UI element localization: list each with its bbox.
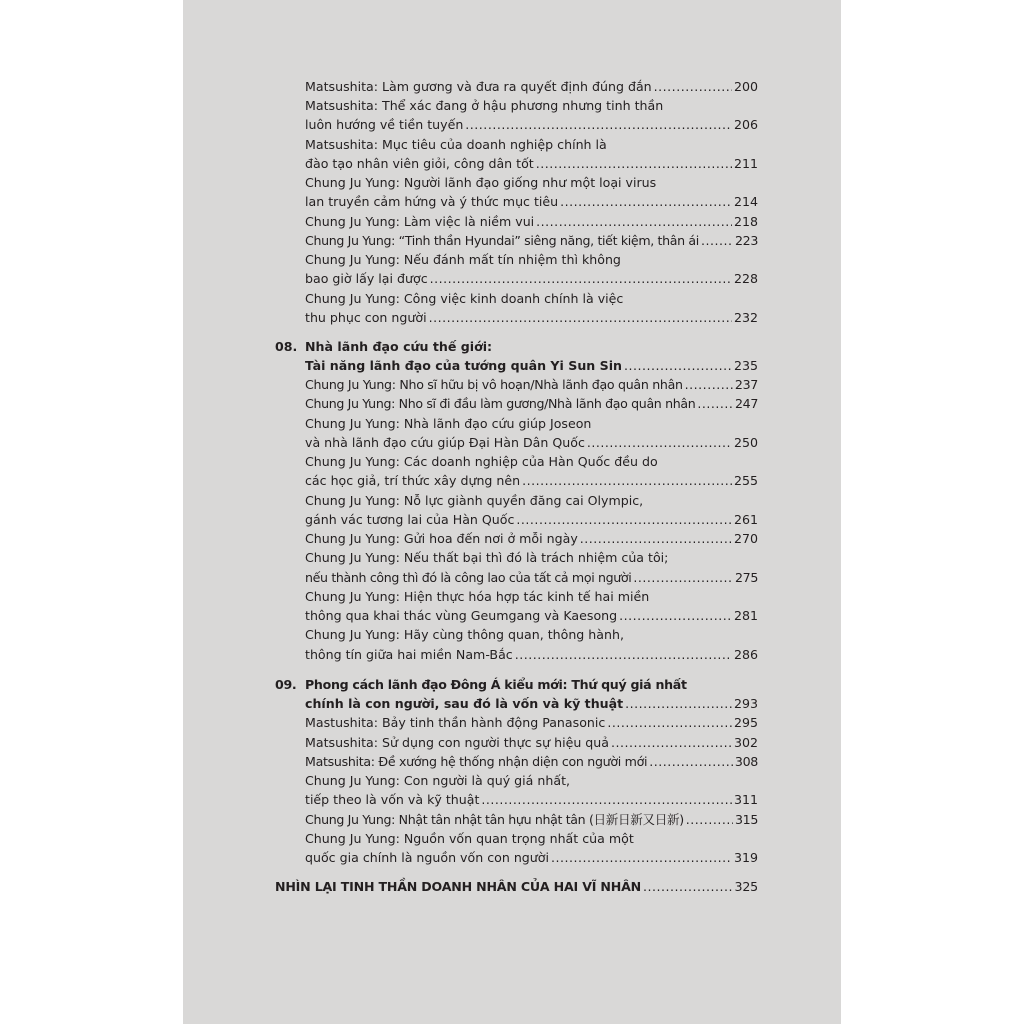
toc-entry <box>305 356 758 375</box>
toc-entry-page: 281 <box>733 608 758 623</box>
toc-entry <box>305 810 758 829</box>
toc-entry-page: 261 <box>733 512 758 527</box>
toc-entry-title: nếu thành công thì đó là công lao của tất cả mọi người <box>305 570 632 585</box>
toc-entry-page: 232 <box>733 310 758 325</box>
toc-entry-page: 275 <box>735 570 758 585</box>
toc-entry <box>305 471 758 490</box>
toc-entry-page: 250 <box>733 435 758 450</box>
section-heading-line2: Tài năng lãnh đạo của tướng quân Yi Sun Sin <box>305 358 622 373</box>
toc-entry <box>305 694 758 713</box>
toc-entry-page: 270 <box>733 531 758 546</box>
toc-entry-first-line: Chung Ju Yung: Người lãnh đạo giống như một loại virus <box>305 175 657 190</box>
section-heading <box>275 337 758 356</box>
toc-entry-page: 247 <box>735 396 758 411</box>
toc-entry-title: luôn hướng về tiền tuyến <box>305 117 464 132</box>
toc-entry-page: 214 <box>733 194 758 209</box>
toc-entry-title: lan truyền cảm hứng và ý thức mục tiêu <box>305 194 559 209</box>
toc-entry-first-line: Chung Ju Yung: Nếu thất bại thì đó là trách nhiệm của tôi; <box>305 550 669 565</box>
toc-entry-title: thông tín giữa hai miền Nam-Bắc <box>305 647 513 662</box>
toc-entry <box>305 606 758 625</box>
toc-entry-title: tiếp theo là vốn và kỹ thuật <box>305 792 480 807</box>
toc-entry <box>305 568 758 587</box>
toc-entry <box>305 733 758 752</box>
toc-entry-page: 311 <box>733 792 758 807</box>
section-heading-line1: Nhà lãnh đạo cứu thế giới: <box>305 339 493 354</box>
toc-entry-first-line: Chung Ju Yung: Các doanh nghiệp của Hàn Quốc đều do <box>305 454 658 469</box>
toc-entry <box>305 529 758 548</box>
toc-entry <box>305 510 758 529</box>
toc-entry-title: Chung Ju Yung: Nho sĩ đi đầu làm gương/Nhà lãnh đạo quân nhân <box>305 396 696 411</box>
toc-entry-page: 235 <box>733 358 758 373</box>
toc-entry <box>305 115 758 134</box>
toc-entry-title: Matsushita: Làm gương và đưa ra quyết định đúng đắn <box>305 79 652 94</box>
toc-entry-title: quốc gia chính là nguồn vốn con người <box>305 850 549 865</box>
toc-entry <box>305 269 758 288</box>
section-number: 08. <box>275 339 298 354</box>
toc-entry <box>305 308 758 327</box>
toc-entry <box>305 713 758 732</box>
toc-entry-title: Chung Ju Yung: “Tinh thần Hyundai” siêng năng, tiết kiệm, thân ái <box>305 233 699 248</box>
toc-entry-title: Mastushita: Bảy tinh thần hành động Panasonic <box>305 715 606 730</box>
toc-entry <box>305 192 758 211</box>
toc-entry-page: 237 <box>734 377 758 392</box>
toc-entry-page: 286 <box>733 647 758 662</box>
toc-entry-page: 308 <box>734 754 758 769</box>
toc-entry-page: 218 <box>733 214 758 229</box>
toc-entry-first-line: Chung Ju Yung: Công việc kinh doanh chính là việc <box>305 291 624 306</box>
toc-entry <box>305 154 758 173</box>
toc-entry-page: 319 <box>733 850 758 865</box>
toc-entry <box>305 394 758 413</box>
toc-entry <box>305 645 758 664</box>
toc-entry-page: 200 <box>733 79 758 94</box>
toc-entry-title: thu phục con người <box>305 310 427 325</box>
toc-entry-page: 206 <box>733 117 758 132</box>
toc-entry-title: Chung Ju Yung: Nho sĩ hữu bị vô hoạn/Nhà lãnh đạo quân nhân <box>305 377 683 392</box>
toc-entry <box>305 375 758 394</box>
toc-entry <box>305 212 758 231</box>
toc-entry <box>305 433 758 452</box>
toc-entry-title: Matsushita: Sử dụng con người thực sự hiệu quả <box>305 735 610 750</box>
toc-entry-page: 293 <box>733 696 758 711</box>
toc-entry-first-line: Chung Ju Yung: Con người là quý giá nhất, <box>305 773 571 788</box>
toc-entry-page: 295 <box>733 715 758 730</box>
toc-entry-first-line: Matsushita: Mục tiêu của doanh nghiệp chính là <box>305 137 607 152</box>
toc-entry-page: 302 <box>733 735 758 750</box>
toc-entry-title: Chung Ju Yung: Nhật tân nhật tân hựu nhật tân (日新日新又日新) <box>305 812 684 827</box>
toc-entry-page: 228 <box>733 271 758 286</box>
toc-entry-title: thông qua khai thác vùng Geumgang và Kaesong <box>305 608 618 623</box>
toc-entry-title: Chung Ju Yung: Làm việc là niềm vui <box>305 214 535 229</box>
section-heading <box>275 675 758 694</box>
toc-entry <box>305 848 758 867</box>
toc-entry-page: 223 <box>735 233 758 248</box>
toc-entry-title: NHÌN LẠI TINH THẦN DOANH NHÂN CỦA HAI VĨ NHÂN <box>275 879 641 894</box>
toc-entry-title: đào tạo nhân viên giỏi, công dân tốt <box>305 156 534 171</box>
toc-entry-first-line: Matsushita: Thể xác đang ở hậu phương nhưng tinh thần <box>305 98 664 113</box>
toc-entry-first-line: Chung Ju Yung: Nếu đánh mất tín nhiệm thì không <box>305 252 621 267</box>
section-heading-line1: Phong cách lãnh đạo Đông Á kiểu mới: Thứ quý giá nhất <box>305 677 687 692</box>
toc-entry <box>305 231 758 250</box>
section-number: 09. <box>275 677 297 692</box>
toc-entry-first-line: Chung Ju Yung: Nhà lãnh đạo cứu giúp Joseon <box>305 416 592 431</box>
toc-entry-title: Matsushita: Đề xướng hệ thống nhận diện con người mới <box>305 754 648 769</box>
toc-entry-title: và nhà lãnh đạo cứu giúp Đại Hàn Dân Quốc <box>305 435 585 450</box>
toc-entry-title: Chung Ju Yung: Gửi hoa đến nơi ở mỗi ngày <box>305 531 578 546</box>
toc-entry-page: 315 <box>735 812 758 827</box>
toc-entry-page: 211 <box>733 156 758 171</box>
toc-entry <box>305 77 758 96</box>
toc-entry-first-line: Chung Ju Yung: Nỗ lực giành quyền đăng cai Olympic, <box>305 493 644 508</box>
toc-entry-title: gánh vác tương lai của Hàn Quốc <box>305 512 515 527</box>
toc-entry-page: 255 <box>733 473 758 488</box>
toc-entry-page: 325 <box>734 879 758 894</box>
toc-entry-title: các học giả, trí thức xây dựng nên <box>305 473 521 488</box>
toc-entry-final <box>275 877 758 896</box>
section-heading-line2: chính là con người, sau đó là vốn và kỹ thuật <box>305 696 624 711</box>
toc-entry-first-line: Chung Ju Yung: Hãy cùng thông quan, thông hành, <box>305 627 624 642</box>
toc-entry <box>305 752 758 771</box>
toc-entry-first-line: Chung Ju Yung: Hiện thực hóa hợp tác kinh tế hai miền <box>305 589 650 604</box>
toc-entry-title: bao giờ lấy lại được <box>305 271 428 286</box>
toc-entry <box>305 790 758 809</box>
toc-entry-first-line: Chung Ju Yung: Nguồn vốn quan trọng nhất của một <box>305 831 634 846</box>
